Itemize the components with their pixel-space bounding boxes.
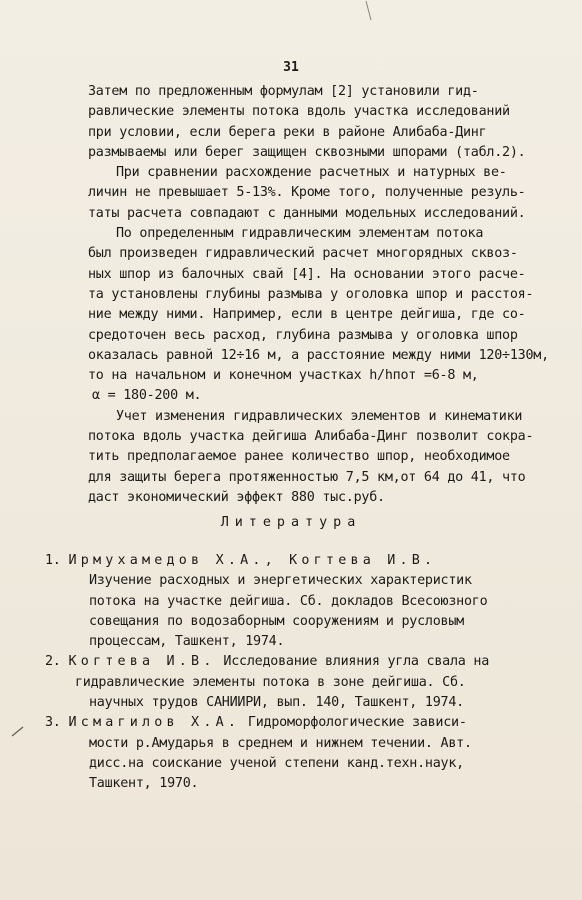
reference-list (45, 551, 565, 795)
reference-title-start: Исследование влияния угла свала на (223, 654, 490, 670)
pen-mark-icon (10, 724, 26, 738)
text-line: Учет изменения гидравлических элементов и кинематики (116, 408, 523, 424)
pen-mark-icon (364, 0, 374, 22)
text-line: та установлены глубины размыва у оголовка шпор и расстоя- (88, 286, 534, 302)
reference-item (45, 652, 565, 713)
text-line: размываемы или берег защищен сквозными шпорами (табл.2). (88, 144, 526, 160)
reference-item (45, 551, 565, 652)
reference-line: научных трудов САНИИРИ, вып. 140, Ташкент, 1974. (89, 695, 464, 711)
text-line: равлические элементы потока вдоль участка исследований (88, 104, 510, 120)
body-text (88, 82, 558, 508)
text-line: средоточен весь расход, глубина размыва у оголовка шпор (88, 327, 518, 343)
reference-line: гидравлические элементы потока в зоне дейгиша. Сб. (75, 674, 466, 690)
reference-line: мости р.Амударья в среднем и нижнем течении. Авт. (89, 735, 472, 751)
text-line: для защиты берега протяженностью 7,5 км,от 64 до 41, что (88, 469, 526, 485)
reference-authors: Ирмухамедов Х.А., Когтева И.В. (68, 553, 437, 568)
reference-line: потока на участке дейгиша. Сб. докладов Всесоюзного (89, 593, 488, 609)
reference-title-start: Гидроморфологические зависи- (247, 715, 467, 731)
text-line: По определенным гидравлическим элементам потока (116, 226, 484, 242)
reference-line: дисс.на соискание ученой степени канд.техн.наук, (89, 755, 464, 771)
reference-number: 1. (45, 553, 61, 568)
reference-line: совещания по водозаборным сооружениям и русловым (89, 613, 464, 629)
text-line: Затем по предложенным формулам [2] установили гид- (88, 84, 479, 99)
text-line: потока вдоль участка дейгиша Алибаба-Динг позволит сокра- (88, 429, 534, 445)
page-number: 31 (283, 60, 299, 75)
literature-heading: Литература (220, 515, 362, 530)
reference-authors: Исмагилов Х.А. (68, 715, 241, 731)
text-line: тить предполагаемое ранее количество шпор, необходимое (88, 449, 510, 465)
text-line: α = 180-200 м. (92, 388, 202, 404)
reference-authors: Когтева И.В. (68, 654, 216, 670)
reference-line: Ташкент, 1970. (89, 776, 199, 792)
reference-number: 3. (45, 715, 61, 731)
text-line: был произведен гидравлический расчет многорядных сквоз- (88, 246, 518, 262)
reference-line: Изучение расходных и энергетических характеристик (89, 573, 472, 589)
reference-item (45, 713, 565, 794)
text-line: таты расчета совпадают с данными модельных исследований. (88, 205, 526, 221)
text-line: оказалась равной 12÷16 м, а расстояние между ними 120÷130м, (88, 347, 549, 363)
text-line: при условии, если берега реки в районе Алибаба-Динг (88, 124, 487, 140)
text-line: ных шпор из балочных свай [4]. На основании этого расче- (88, 266, 526, 282)
text-line: ние между ними. Например, если в центре дейгиша, где со- (88, 307, 526, 323)
reference-number: 2. (45, 654, 61, 670)
text-line: личин не превышает 5-13%. Кроме того, полученные резуль- (88, 185, 526, 201)
text-line: При сравнении расхождение расчетных и натурных ве- (116, 165, 507, 181)
text-line: даст экономический эффект 880 тыс.руб. (88, 489, 385, 505)
text-line: то на начальном и конечном участках h/hпот =6-8 м, (88, 368, 479, 384)
reference-line: процессам, Ташкент, 1974. (89, 634, 285, 650)
